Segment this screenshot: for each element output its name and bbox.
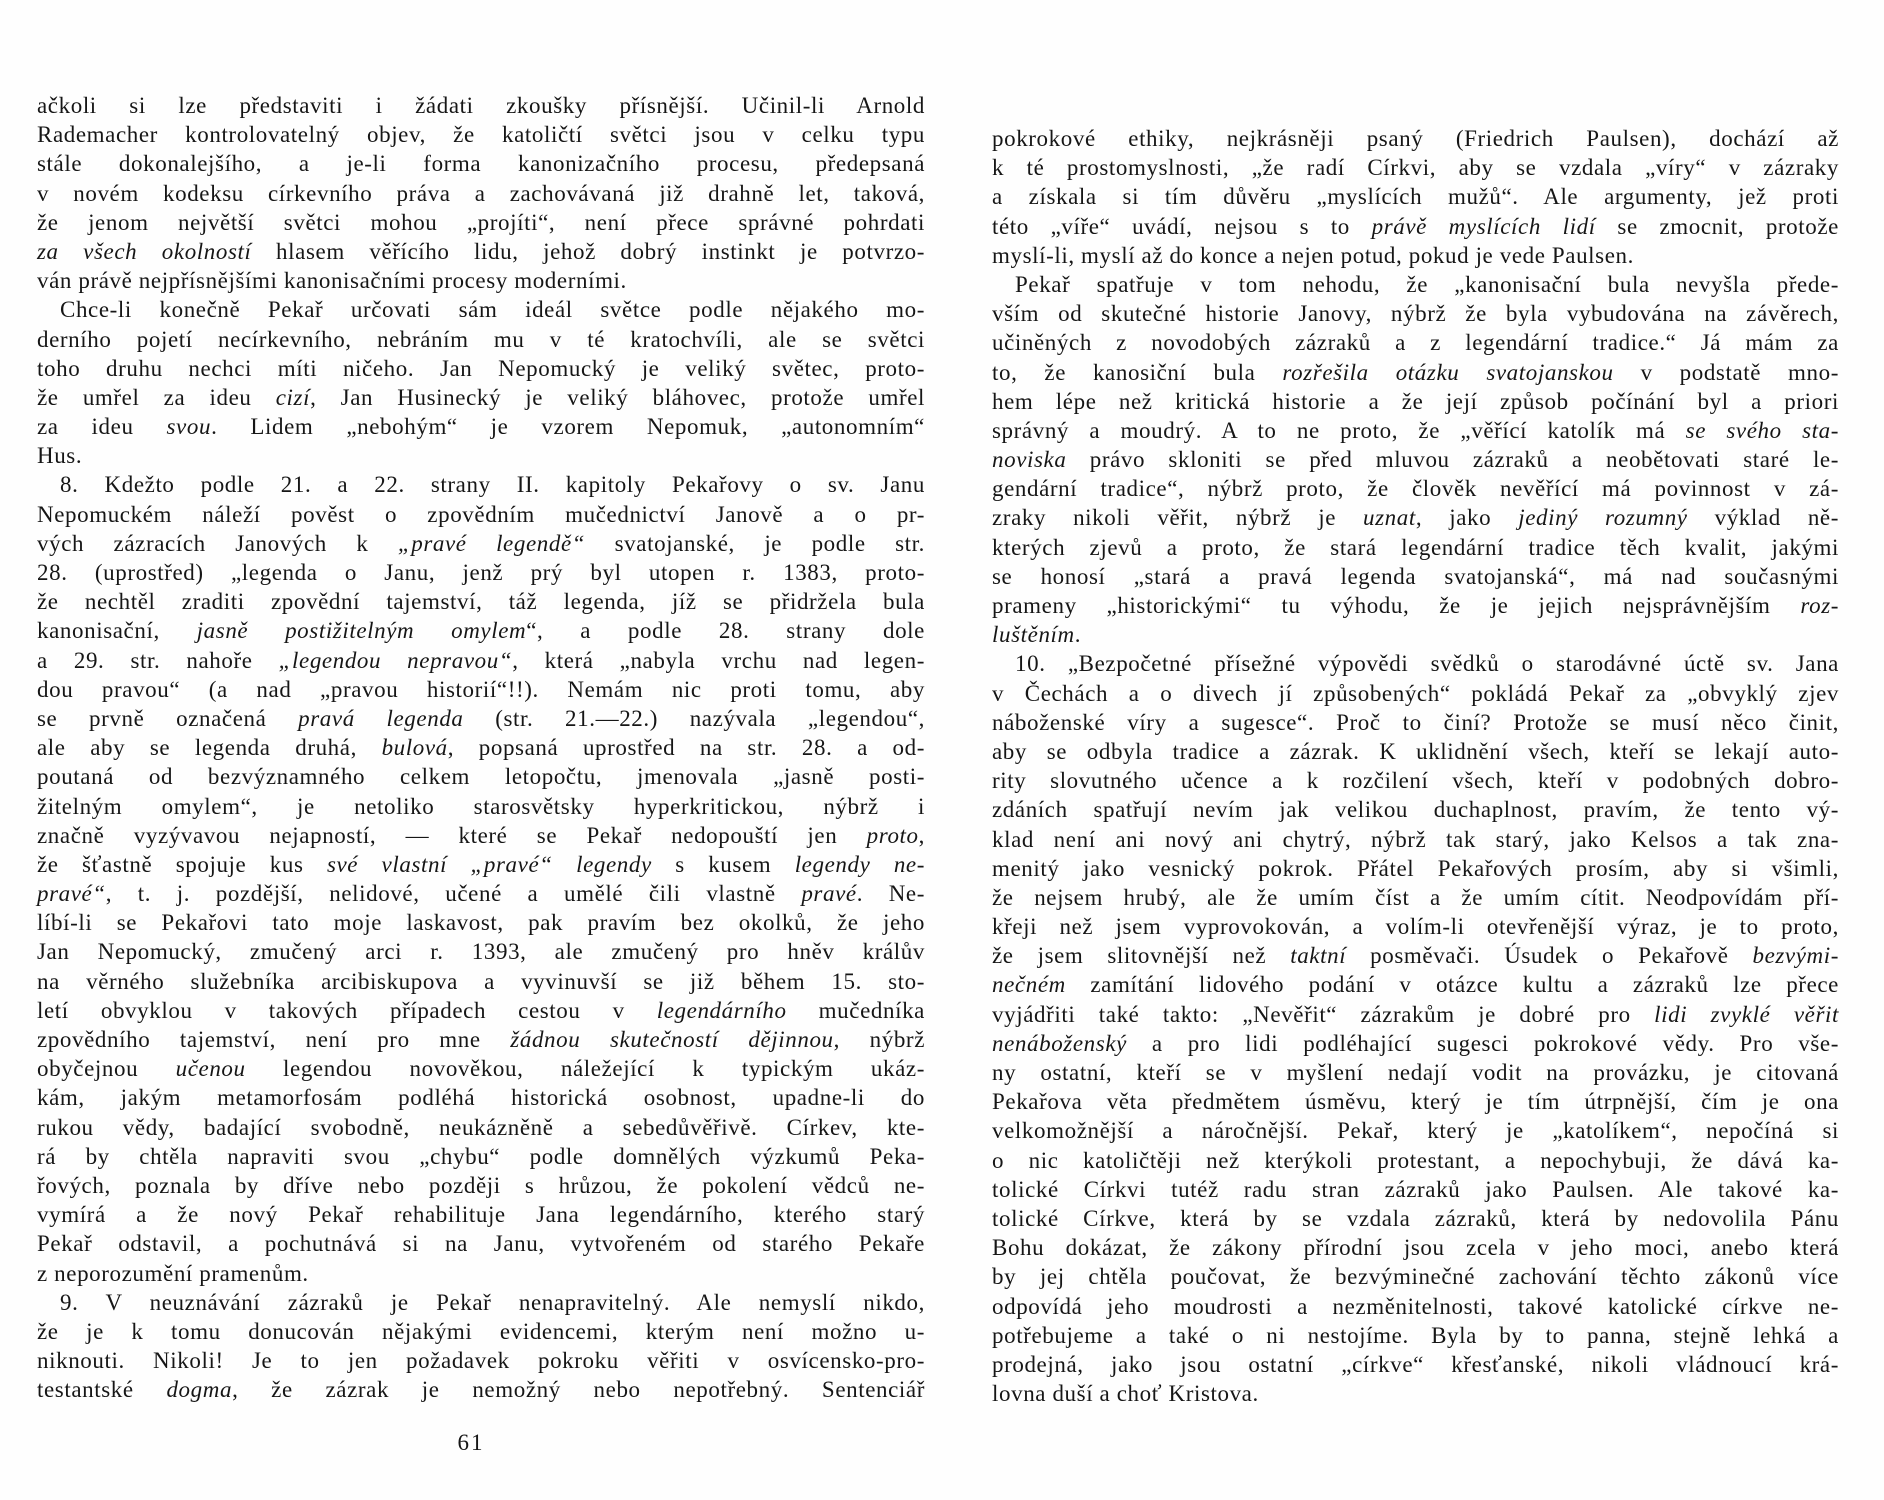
text-run: 10. „Bezpočetné přísežné výpovědi svědků o starodávné úctě sv. Jana xyxy=(1015,651,1839,677)
text-line xyxy=(992,562,1839,591)
text-run: niknouti. Nikoli! Je to jen požadavek pokroku věřiti v osvícensko-pro- xyxy=(37,1348,925,1374)
italic-text: cizí xyxy=(275,384,311,410)
text-line xyxy=(992,591,1839,620)
text-line xyxy=(37,967,925,996)
text-run: , xyxy=(918,822,925,848)
text-run: “, a podle 28. strany dole xyxy=(526,618,925,644)
text-line xyxy=(992,1029,1839,1058)
text-run: kterých zjevů a proto, že stará legendární tradice těch kvalit, jakými xyxy=(992,534,1839,560)
italic-text: nenáboženský xyxy=(992,1030,1127,1056)
text-run: náboženské víry a sugesce“. Proč to činí? Protože se musí něco činit, xyxy=(992,709,1839,735)
italic-text: luštěním xyxy=(992,622,1075,648)
text-line xyxy=(37,1317,925,1346)
text-line xyxy=(37,850,925,879)
italic-text: rozřešila otázku svatojanskou xyxy=(1282,359,1614,385)
italic-text: proto xyxy=(866,822,919,848)
text-line xyxy=(37,208,925,237)
text-line xyxy=(992,795,1839,824)
text-run: že umřel za ideu xyxy=(37,384,276,410)
text-run: Nepomuckém náleží pověst o zpovědním mučednictví Janově a o pr- xyxy=(37,501,925,527)
text-line xyxy=(992,1000,1839,1029)
text-line xyxy=(37,149,925,178)
text-run: testantské xyxy=(37,1377,167,1403)
text-run: ale aby se legenda druhá, xyxy=(37,735,382,761)
text-run: učiněných z novodobých zázraků a z legendární tradice.“ Já mám za xyxy=(992,330,1839,356)
text-run: o nic katoličtěji než kterýkoli protestant, a nepochybuji, že dává ka- xyxy=(992,1147,1839,1173)
text-line xyxy=(992,445,1839,474)
text-line xyxy=(992,153,1839,182)
text-line xyxy=(37,1229,925,1258)
page-number: 61 xyxy=(457,1430,485,1455)
italic-text: svou xyxy=(166,414,212,440)
text-run: výklad ně- xyxy=(1687,505,1839,531)
text-line xyxy=(37,937,925,966)
text-line xyxy=(37,1259,925,1288)
text-line xyxy=(37,908,925,937)
text-run: toho druhu nechci míti ničeho. Jan Nepomucký je veliký světec, proto- xyxy=(37,355,925,381)
text-line xyxy=(37,1288,925,1317)
text-line xyxy=(992,1175,1839,1204)
text-run: lovna duší a choť Kristova. xyxy=(992,1381,1259,1407)
text-run: v novém kodeksu církevního práva a zachovávaná již drahně let, taková, xyxy=(37,180,925,206)
text-line xyxy=(992,416,1839,445)
italic-text: jasně postižitelným omylem xyxy=(196,618,527,644)
text-line xyxy=(37,1113,925,1142)
text-run: velkomožnější a náročnější. Pekař, který je „katolíkem“, nepočíná si xyxy=(992,1118,1839,1144)
text-line xyxy=(992,883,1839,912)
text-run: s kusem xyxy=(651,851,795,877)
text-line xyxy=(992,970,1839,999)
text-run: tolické Církvi tutéž radu stran zázraků jako Paulsen. Ale takové ka- xyxy=(992,1176,1839,1202)
text-line xyxy=(992,387,1839,416)
text-run: potřebujeme a také o ni nestojíme. Byla by to panna, stejně lehká a xyxy=(992,1322,1839,1348)
text-run: a pro lidi podléhající sugesci pokrokové vědy. Pro vše- xyxy=(1126,1030,1839,1056)
text-line xyxy=(37,646,925,675)
text-line xyxy=(992,328,1839,357)
text-run: Jan Nepomucký, zmučený arci r. 1393, ale zmučený pro hněv králův xyxy=(37,939,925,965)
text-run: . Ne- xyxy=(856,881,925,907)
text-line xyxy=(37,441,925,470)
text-run: řových, poznala by dříve nebo později s hrůzou, že pokolení vědců ne- xyxy=(37,1172,925,1198)
text-line xyxy=(37,91,925,120)
text-run: Bohu dokázat, že zákony přírodní jsou zcela v jeho moci, anebo která xyxy=(992,1235,1839,1261)
text-line xyxy=(37,1054,925,1083)
text-run: hlasem věřícího lidu, jehož dobrý instinkt je potvrzo- xyxy=(251,238,925,264)
text-line xyxy=(37,354,925,383)
text-line xyxy=(992,124,1839,153)
text-line xyxy=(37,237,925,266)
text-run: 8. Kdežto podle 21. a 22. strany II. kapitoly Pekařovy o sv. Janu xyxy=(60,472,925,498)
text-line xyxy=(37,1346,925,1375)
text-line xyxy=(992,533,1839,562)
italic-text: legendy ne- xyxy=(794,851,925,877)
text-run: vymírá a že nový Pekař rehabilituje Jana legendárního, kterého starý xyxy=(37,1202,925,1228)
text-run: by jej chtěla poučovat, že bezvýminečné zachování těchto zákonů více xyxy=(992,1264,1839,1290)
text-run: Pekař odstavil, a pochutnává si na Janu, vytvořeném od starého Pekaře xyxy=(37,1231,925,1257)
text-run: vyjádřiti také takto: „Nevěřit“ zázrakům je dobré pro xyxy=(992,1001,1655,1027)
text-line xyxy=(37,295,925,324)
text-run: prameny „historickými“ tu výhodu, že je jejich nejsprávnějším xyxy=(992,593,1801,618)
italic-text: nečném xyxy=(992,972,1066,998)
text-run: rá by chtěla napraviti svou „chybu“ podle domnělých výzkumů Peka- xyxy=(37,1143,925,1169)
text-line xyxy=(992,1087,1839,1116)
text-line xyxy=(992,941,1839,970)
italic-text: noviska xyxy=(992,447,1067,473)
text-line xyxy=(37,821,925,850)
text-line xyxy=(992,1146,1839,1175)
text-line xyxy=(992,1292,1839,1321)
text-run: žitelným omylem“, je netoliko starosvětsky hyperkritickou, nýbrž i xyxy=(37,793,925,819)
text-line xyxy=(37,704,925,733)
text-run: stále dokonalejšího, a je-li forma kanonizačního procesu, předepsaná xyxy=(37,151,925,177)
text-run: že jsem slitovnější než xyxy=(992,943,1291,969)
italic-text: pravé xyxy=(801,881,857,907)
text-run: této „víře“ uvádí, nejsou s to xyxy=(992,213,1372,239)
text-run: derního pojetí necírkevního, nebráním mu v té kratochvíli, ale se světci xyxy=(37,326,925,352)
text-run: že šťastně spojuje kus xyxy=(37,851,327,877)
text-run: tolické Církve, která by se vzdala zázraků, která by nedovolila Pánu xyxy=(992,1205,1839,1231)
text-run: 28. (uprostřed) „legenda o Janu, jenž prý byl utopen r. 1383, proto- xyxy=(37,560,925,585)
text-run: , nýbrž xyxy=(833,1027,926,1052)
text-line xyxy=(992,1233,1839,1262)
text-run: obyčejnou xyxy=(37,1056,176,1082)
text-line xyxy=(37,762,925,791)
text-line xyxy=(37,996,925,1025)
italic-text: legendárního xyxy=(656,997,787,1023)
text-line xyxy=(37,325,925,354)
text-run: v podstatě mno- xyxy=(1613,359,1839,385)
italic-text: za všech okolností xyxy=(37,238,252,264)
italic-text: dogma xyxy=(166,1377,233,1403)
text-line xyxy=(37,1083,925,1112)
text-run: hem lépe než kritická historie a že její způsob počínání byl a priori xyxy=(992,388,1839,414)
italic-text: lidi zvyklé věřit xyxy=(1654,1001,1839,1027)
text-run: legendou novověkou, náležející k typickým ukáz- xyxy=(245,1056,926,1082)
text-run: zpovědního tajemství, není pro mne xyxy=(37,1027,511,1052)
text-line xyxy=(992,1379,1839,1408)
text-run: gendární tradice“, nýbrž proto, že člověk nevěřící má povinnost v zá- xyxy=(992,476,1839,502)
text-run: se zmocnit, protože xyxy=(1595,213,1839,239)
text-line xyxy=(37,383,925,412)
text-run: , jako xyxy=(1415,505,1519,531)
text-run: pokrokové ethiky, nejkrásněji psaný (Friedrich Paulsen), dochází až xyxy=(992,126,1839,151)
text-run: kanonisační, xyxy=(37,618,197,644)
text-line xyxy=(992,503,1839,532)
text-line xyxy=(992,854,1839,883)
text-line xyxy=(992,270,1839,299)
text-line xyxy=(37,470,925,499)
text-run: prodejná, jako jsou ostatní „církve“ křesťanské, nikoli vládnoucí krá- xyxy=(992,1351,1839,1377)
text-run: Chce-li konečně Pekař určovati sám ideál světce podle nějakého mo- xyxy=(60,297,925,323)
text-run: líbí-li se Pekařovi tato moje laskavost, pak pravím bez okolků, že jeho xyxy=(37,910,925,936)
text-run: aby se odbyla tradice a zázrak. K uklidnění všech, kteří se lekají auto- xyxy=(992,738,1839,764)
text-line xyxy=(37,500,925,529)
text-line xyxy=(992,912,1839,941)
text-line xyxy=(37,1375,925,1404)
text-line xyxy=(37,879,925,908)
text-run: myslí-li, myslí až do konce a nejen potud, pokud je vede Paulsen. xyxy=(992,242,1634,268)
text-run: Pekařova věta předmětem úsměvu, který je tím útrpnější, čím je ona xyxy=(992,1089,1839,1115)
text-line xyxy=(992,299,1839,328)
italic-text: uznat xyxy=(1363,505,1416,531)
text-run: že nechtěl zraditi zpovědní tajemství, táž legenda, jíž se přidržela bula xyxy=(37,589,925,615)
text-run: ačkoli si lze představiti i žádati zkoušky přísnější. Učinil-li Arnold xyxy=(37,93,925,118)
text-run: za ideu xyxy=(37,414,167,440)
text-run: , že zázrak je nemožný nebo nepotřebný. Sentenciář xyxy=(232,1377,925,1403)
text-run: že nejsem hrubý, ale že umím číst a že umím cítit. Neodpovídám pří- xyxy=(992,884,1839,910)
right-page-text xyxy=(992,124,1839,1408)
text-run: značně vyzývavou nejapností, — které se Pekař nedopouští jen xyxy=(37,822,867,848)
italic-text: se svého sta- xyxy=(1685,417,1839,443)
italic-text: právě myslících lidí xyxy=(1371,213,1596,239)
text-run: k té prostomyslnosti, „že radí Církvi, aby se vzdala „víry“ v zázraky xyxy=(992,155,1839,181)
text-run: z neporozumění pramenům. xyxy=(37,1260,309,1286)
text-run: na věrného služebníka arcibiskupova a vyvinuvší se již během 15. sto- xyxy=(37,968,925,994)
text-run: právo skloniti se před mluvou zázraků a neobětovati staré le- xyxy=(1066,447,1839,473)
text-run: Pekař spatřuje v tom nehodu, že „kanonisační bula nevyšla přede- xyxy=(1015,271,1839,297)
text-line xyxy=(37,675,925,704)
text-line xyxy=(992,1116,1839,1145)
text-run: a 29. str. nahoře xyxy=(37,647,279,673)
text-run: zdáních spatřují nevím jak velikou duchaplnost, pravím, že tento vý- xyxy=(992,797,1839,823)
text-run: rity slovutného učence a k rozčilení všech, kteří v podobných dobro- xyxy=(992,768,1839,794)
text-run: . xyxy=(1074,622,1082,648)
italic-text: své vlastní „pravé“ legendy xyxy=(326,851,652,877)
text-line xyxy=(992,737,1839,766)
italic-text: pravé“ xyxy=(37,881,106,907)
text-run: ván právě nejpřísnějšími kanonisačními procesy moderními. xyxy=(37,268,627,294)
text-line xyxy=(37,266,925,295)
text-line xyxy=(992,825,1839,854)
text-line xyxy=(37,120,925,149)
text-run: , která „nabyla vrchu nad legen- xyxy=(512,647,925,673)
text-line xyxy=(37,616,925,645)
text-run: zraky nikoli věřit, nýbrž je xyxy=(992,505,1364,531)
text-run: Hus. xyxy=(37,443,83,469)
text-line xyxy=(992,766,1839,795)
italic-text: „legendou nepravou“ xyxy=(278,647,513,673)
text-run: správný a moudrý. A to ne proto, že „věřící katolík má xyxy=(992,417,1686,443)
text-line xyxy=(992,1350,1839,1379)
text-line xyxy=(992,649,1839,678)
text-run: . Lidem „nebohým“ je vzorem Nepomuk, „autonomním“ xyxy=(211,414,925,440)
text-run: že je k tomu donucován nějakými evidencemi, kterým není možno u- xyxy=(37,1318,925,1344)
text-line xyxy=(992,474,1839,503)
text-run: a získala si tím důvěru „myslících mužů“. Ale argumenty, jež proti xyxy=(992,184,1839,210)
left-page-text xyxy=(37,91,925,1404)
text-line xyxy=(37,1025,925,1054)
text-line xyxy=(37,733,925,762)
text-line xyxy=(37,558,925,587)
text-run: 9. V neuznávání zázraků je Pekař nenapravitelný. Ale nemyslí nikdo, xyxy=(60,1289,925,1315)
text-run: , Jan Husinecký je veliký bláhovec, protože umřel xyxy=(310,384,925,410)
text-run: mučedníka xyxy=(786,997,925,1023)
italic-text: jediný rozumný xyxy=(1518,505,1688,531)
text-line xyxy=(37,1200,925,1229)
text-line xyxy=(37,529,925,558)
text-line xyxy=(992,241,1839,270)
text-run: kám, jakým metamorfosám podléhá historická osobnost, upadne-li do xyxy=(37,1085,925,1111)
italic-text: žádnou skutečností dějinnou xyxy=(510,1027,834,1052)
text-run: , t. j. pozdější, nelidové, učené a umělé čili vlastně xyxy=(105,881,802,907)
text-line xyxy=(992,1058,1839,1087)
text-run: se honosí „stará a pravá legenda svatojanská“, má nad současnými xyxy=(992,563,1839,589)
text-run: (str. 21.—22.) nazývala „legendou“, xyxy=(463,705,925,731)
text-run: to, že kanosiční bula xyxy=(992,359,1283,385)
italic-text: bezvými- xyxy=(1752,943,1840,969)
text-line xyxy=(992,620,1839,649)
italic-text: „pravé legendě“ xyxy=(397,530,586,556)
text-run: v Čechách a o divech jí způsobených“ pokládá Pekař za „obvyklý zjev xyxy=(992,680,1839,706)
text-run: rukou vědy, badající svobodně, neukázněně a sebedůvěřivě. Církev, kte- xyxy=(37,1114,925,1140)
text-line xyxy=(992,212,1839,241)
text-line xyxy=(37,1171,925,1200)
text-line xyxy=(992,679,1839,708)
text-run: poutaná od bezvýznamného celkem letopočtu, jmenovala „jasně posti- xyxy=(37,764,925,790)
italic-text: roz- xyxy=(1800,593,1839,618)
italic-text: pravá legenda xyxy=(298,705,464,731)
text-line xyxy=(992,1204,1839,1233)
text-run: , popsaná uprostřed na str. 28. a od- xyxy=(447,735,925,761)
text-line xyxy=(37,412,925,441)
text-run: svatojanské, je podle str. xyxy=(585,530,925,556)
text-line xyxy=(992,708,1839,737)
text-run: vším od skutečné historie Janovy, nýbrž že byla vybudována na závěrech, xyxy=(992,301,1839,327)
text-run: posměvači. Úsudek o Pekařově xyxy=(1346,943,1753,969)
italic-text: taktní xyxy=(1290,943,1347,969)
italic-text: bulová xyxy=(381,735,448,761)
text-run: zamítání lidového podání v otázce kultu a zázraků lze přece xyxy=(1065,972,1839,998)
text-line xyxy=(37,1142,925,1171)
text-line xyxy=(992,1262,1839,1291)
text-line xyxy=(992,358,1839,387)
text-run: vých zázracích Janových k xyxy=(37,530,398,556)
text-run: dou pravou“ (a nad „pravou historií“!!). Nemám nic proti tomu, aby xyxy=(37,676,925,702)
italic-text: učenou xyxy=(175,1056,246,1082)
text-line xyxy=(37,179,925,208)
text-run: ny ostatní, kteří se v myšlení nedají vodit na provázku, je citovaná xyxy=(992,1060,1839,1085)
text-run: letí obvyklou v takových případech cestou v xyxy=(37,997,657,1023)
text-run: odpovídá jeho moudrosti a nezměnitelnosti, takové katolické církve ne- xyxy=(992,1293,1839,1319)
text-run: křeji než jsem vyprovokován, a volím-li otevřenější výraz, je to proto, xyxy=(992,914,1839,940)
text-run: menitý jako vesnický pokrok. Přátel Pekařových prosím, aby si všimli, xyxy=(992,855,1839,881)
text-line xyxy=(37,587,925,616)
text-line xyxy=(992,182,1839,211)
text-line xyxy=(992,1321,1839,1350)
text-run: Rademacher kontrolovatelný objev, že katoličtí světci jsou v celku typu xyxy=(37,122,925,148)
text-line xyxy=(37,792,925,821)
text-run: klad není ani nový ani chytrý, nýbrž tak starý, jako Kelsos a tak zna- xyxy=(992,826,1839,852)
text-run: že jenom největší světci mohou „projíti“, není přece správné pohrdati xyxy=(37,209,925,235)
text-run: se prvně označená xyxy=(37,705,299,731)
